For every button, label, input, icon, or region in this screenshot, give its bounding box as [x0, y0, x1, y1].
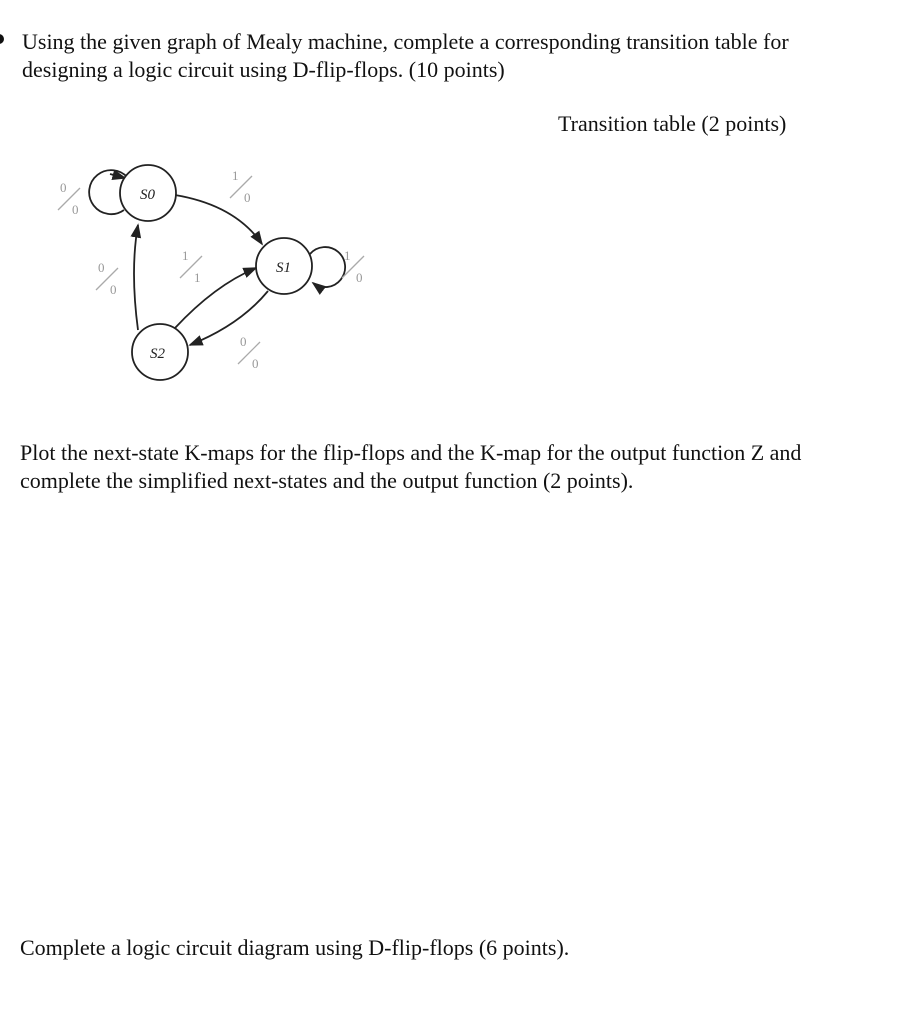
svg-text:1: 1 [232, 168, 239, 183]
svg-text:0: 0 [72, 202, 79, 217]
label-s1-s2 [238, 334, 260, 371]
label-s0-s0 [58, 180, 80, 217]
svg-text:0: 0 [98, 260, 105, 275]
state-label-s2: S2 [150, 346, 165, 362]
transition-s2-s1 [175, 268, 256, 328]
svg-text:0: 0 [252, 356, 259, 371]
transition-table-label: Transition table (2 points) [558, 111, 787, 136]
transition-s1-s2 [190, 291, 268, 345]
mealy-state-diagram [0, 0, 420, 400]
circuit-instruction: Complete a logic circuit diagram using D-flip-flops (6 points). [20, 935, 570, 960]
label-s2-s0 [96, 260, 118, 297]
transition-s2-s0 [134, 225, 138, 330]
kmap-instruction-line-1: Plot the next-state K-maps for the flip-flops and the K-map for the output function Z and [20, 440, 802, 465]
svg-text:0: 0 [244, 190, 251, 205]
svg-text:0: 0 [60, 180, 67, 195]
label-s2-s1 [180, 248, 202, 285]
svg-text:0: 0 [240, 334, 247, 349]
kmap-instruction-line-2: complete the simplified next-states and the output function (2 points). [20, 468, 634, 493]
svg-text:1: 1 [194, 270, 201, 285]
svg-text:1: 1 [182, 248, 189, 263]
svg-text:0: 0 [356, 270, 363, 285]
question-line-1: Using the given graph of Mealy machine, complete a corresponding transition table for [22, 29, 789, 54]
svg-text:1: 1 [344, 248, 351, 263]
transition-s1-s1 [310, 247, 345, 287]
question-line-2: designing a logic circuit using D-flip-flops. (10 points) [22, 57, 505, 82]
label-s0-s1 [230, 168, 252, 205]
state-label-s0: S0 [140, 187, 155, 203]
svg-text:0: 0 [110, 282, 117, 297]
state-label-s1: S1 [276, 260, 291, 276]
